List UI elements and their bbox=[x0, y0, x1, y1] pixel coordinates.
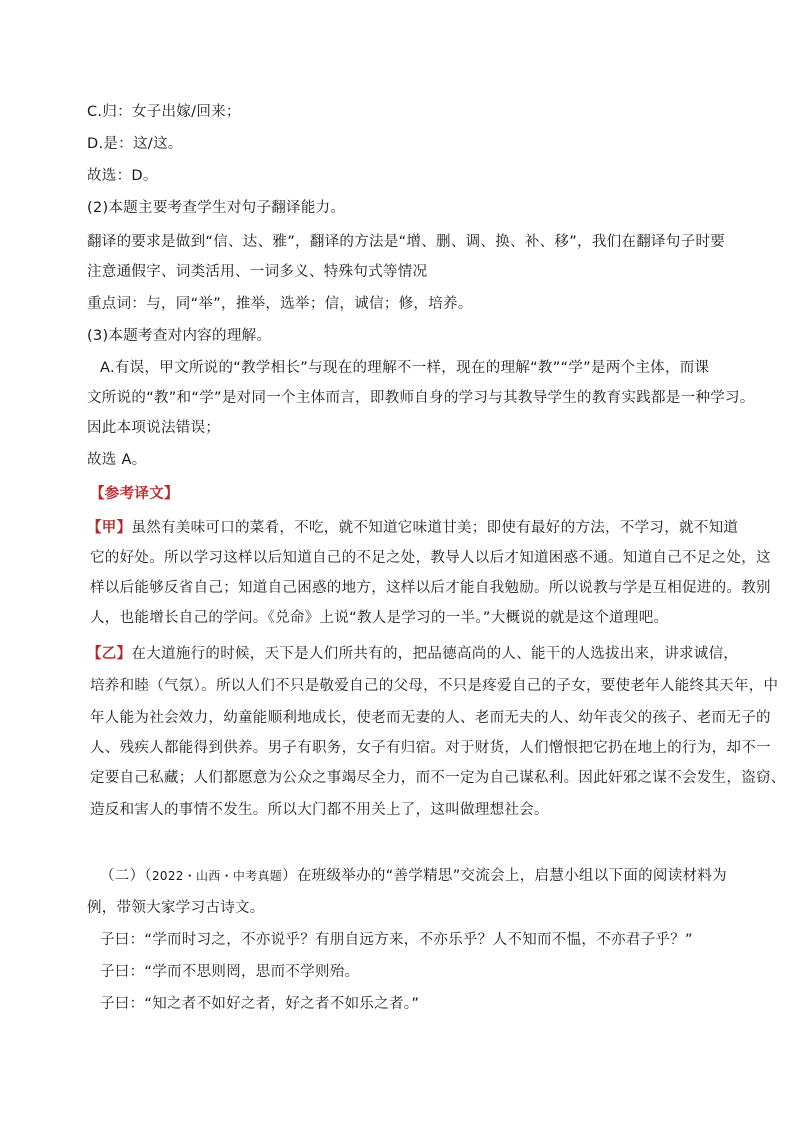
section-2-suffix: ）在班级举办的“善学精思”交流会上，启慧小组以下面的阅读材料为 bbox=[282, 868, 727, 884]
jia-tag: 【甲】 bbox=[87, 520, 132, 536]
translation-method-2: 注意通假字、词类活用、一词多义、特殊句式等情况 bbox=[87, 264, 428, 280]
section-2-intro bbox=[100, 866, 727, 886]
section-2-prefix: （二）（ bbox=[100, 868, 152, 884]
yi-paragraph-line: 造反和害人的事情不发生。所以大门都不用关上了，这叫做理想社会。 bbox=[90, 802, 549, 818]
jia-paragraph-line: 样以后能够反省自己；知道自己困惑的地方，这样以后才能自我勉励。所以说教与学是互相促进的。教别 bbox=[90, 580, 771, 596]
quote-line: 子曰：“学而不思则罔，思而不学则殆。 bbox=[100, 964, 360, 980]
section-2-intro-2: 例，带领大家学习古诗文。 bbox=[87, 900, 265, 916]
translation-method-1: 翻译的要求是做到“信、达、雅”，翻译的方法是“增、删、调、换、补、移”，我们在翻译句子时要 bbox=[87, 234, 726, 250]
yi-paragraph-line: 人、残疾人都能得到供养。男子有职务，女子有归宿。对于财货，人们憎恨把它扔在地上的行为，却不一 bbox=[90, 740, 771, 756]
reference-translation-heading: 【参考译文】 bbox=[90, 486, 179, 502]
yi-text: 在大道施行的时候，天下是人们所共有的，把品德高尚的人、能干的人选拔出来，讲求诚信， bbox=[131, 646, 739, 662]
analysis-a-3: 因此本项说法错误； bbox=[87, 420, 221, 436]
choose-a: 故选 A。 bbox=[87, 452, 147, 468]
analysis-a-1: A.有误，甲文所说的“教学相长”与现在的理解不一样，现在的理解“教”“学”是两个主体，而课 bbox=[100, 360, 710, 376]
yi-paragraph-line: 培养和睦（气氛）。所以人们不只是敬爱自己的父母，不只是疼爱自己的子女，要使老年人能终其天年，中 bbox=[90, 678, 779, 694]
quote-line: 子曰：“学而时习之，不亦说乎？有朋自远方来，不亦乐乎？人不知而不愠，不亦君子乎？” bbox=[100, 932, 693, 948]
yi-tag: 【乙】 bbox=[87, 646, 132, 662]
jia-paragraph-line bbox=[87, 518, 738, 538]
key-words: 重点词：与，同“举”，推举，选举；信，诚信；修，培养。 bbox=[87, 296, 473, 312]
jia-text: 虽然有美味可口的菜肴，不吃，就不知道它味道甘美；即使有最好的方法，不学习，就不知道 bbox=[131, 520, 739, 536]
jia-paragraph-line: 它的好处。所以学习这样以后知道自己的不足之处，教导人以后才知道困惑不通。知道自己不足之处，这 bbox=[90, 550, 771, 566]
question-3-note: (3)本题考查对内容的理解。 bbox=[87, 328, 272, 344]
quote-line: 子曰：“知之者不如好之者，好之者不如乐之者。” bbox=[100, 996, 420, 1012]
source-tag: 2022・山西・中考真题 bbox=[151, 869, 283, 883]
analysis-a-2: 文所说的“教”和“学”是对同一个主体而言，即教师自身的学习与其教导学生的教育实践都是一种学习。 bbox=[87, 390, 755, 406]
yi-paragraph-line bbox=[87, 644, 738, 664]
question-2-note: (2)本题主要考查学生对句子翻译能力。 bbox=[87, 200, 346, 216]
answer-d: D.是：这/这。 bbox=[87, 136, 183, 152]
answer-c: C.归：女子出嫁/回来； bbox=[87, 104, 241, 120]
choose-d: 故选：D。 bbox=[87, 168, 158, 184]
yi-paragraph-line: 年人能为社会效力，幼童能顺利地成长，使老而无妻的人、老而无夫的人、幼年丧父的孩子、老而无子的 bbox=[90, 710, 771, 726]
jia-paragraph-line: 人，也能增长自己的学问。《兑命》上说“教人是学习的一半。”大概说的就是这个道理吧。 bbox=[90, 610, 669, 626]
yi-paragraph-line: 定要自己私藏；人们都愿意为公众之事竭尽全力，而不一定为自己谋私利。因此奸邪之谋不会发生，盗窃、 bbox=[90, 770, 786, 786]
